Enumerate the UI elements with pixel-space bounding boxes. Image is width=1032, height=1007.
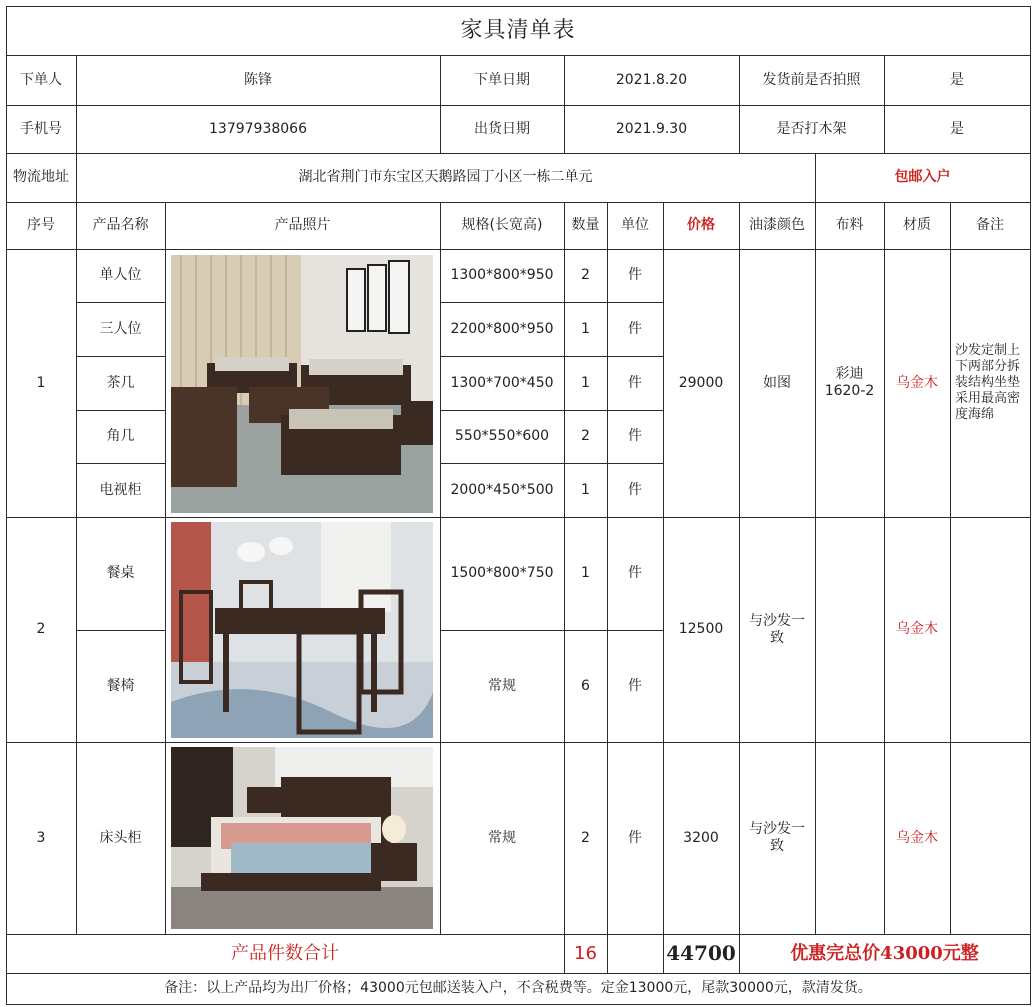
group-3-index: 3 <box>36 829 46 846</box>
item-qty: 2 <box>581 267 590 283</box>
orderer-value: 陈锋 <box>244 71 272 88</box>
item-unit: 件 <box>628 481 642 498</box>
address-value: 湖北省荆门市东宝区天鹅路园丁小区一栋二单元 <box>298 169 593 185</box>
group-1-fabric: 彩迪 1620-2 <box>824 366 875 399</box>
group-1-paint: 如图 <box>763 374 791 391</box>
item-unit: 件 <box>628 565 642 581</box>
item-spec: 2000*450*500 <box>450 481 554 498</box>
ship-date-label: 出货日期 <box>474 120 530 137</box>
item-qty: 1 <box>581 565 590 581</box>
grid-line <box>6 1004 1030 1005</box>
header-product-photo: 产品照片 <box>274 217 331 233</box>
header-product-name: 产品名称 <box>92 217 149 233</box>
group-3-material: 乌金木 <box>896 829 938 846</box>
item-unit: 件 <box>628 428 642 444</box>
grid-line <box>607 934 608 973</box>
item-spec: 常规 <box>488 677 516 694</box>
summary-label: 产品件数合计 <box>231 943 339 964</box>
group-2-price: 12500 <box>678 621 724 637</box>
group-1-index: 1 <box>36 374 46 391</box>
ship-date-value: 2021.9.30 <box>615 120 688 137</box>
item-qty: 1 <box>581 481 590 498</box>
item-unit: 件 <box>628 374 642 391</box>
item-spec: 1300*800*950 <box>450 267 554 283</box>
photo-before-ship-label: 发货前是否拍照 <box>762 71 861 88</box>
header-spec: 规格(长宽高) <box>461 217 543 233</box>
shipping-note: 包邮入户 <box>894 169 951 185</box>
item-spec: 1300*700*450 <box>450 374 554 391</box>
item-unit: 件 <box>628 677 642 694</box>
header-remark: 备注 <box>976 217 1004 233</box>
dining-table-chairs-photo <box>171 522 433 738</box>
photo-before-ship-value: 是 <box>950 71 964 88</box>
group-1-price: 29000 <box>678 374 724 391</box>
header-paint-color: 油漆颜色 <box>749 217 805 233</box>
footer-note: 备注：以上产品均为出厂价格；43000元包邮送装入户，不含税费等。定金13000元，尾款30000元，款清发货。 <box>164 980 872 996</box>
summary-total-price: 44700 <box>666 941 736 965</box>
item-name: 餐椅 <box>106 677 135 694</box>
item-name: 角几 <box>106 428 135 444</box>
address-label: 物流地址 <box>13 169 69 185</box>
orderer-label: 下单人 <box>20 71 62 88</box>
group-3-fabric <box>815 742 884 934</box>
item-name: 床头柜 <box>99 829 142 846</box>
bedroom-bed-nightstand-photo <box>171 747 433 929</box>
header-index: 序号 <box>27 217 55 233</box>
group-2-remark <box>950 517 1030 742</box>
group-3-remark <box>950 742 1030 934</box>
living-room-sofa-set-photo <box>171 255 433 513</box>
header-price: 价格 <box>687 217 715 233</box>
item-unit: 件 <box>628 829 642 846</box>
header-fabric: 布料 <box>835 217 864 233</box>
item-spec: 550*550*600 <box>454 428 550 444</box>
order-date-value: 2021.8.20 <box>615 71 688 88</box>
item-qty: 6 <box>581 677 590 694</box>
group-3-paint: 与沙发一致 <box>749 821 805 854</box>
grid-line <box>165 202 166 934</box>
item-name: 单人位 <box>99 267 142 283</box>
item-qty: 1 <box>581 320 590 337</box>
grid-line <box>1030 6 1031 1005</box>
wood-frame-label: 是否打木架 <box>776 120 847 137</box>
summary-discount: 优惠完总价43000元整 <box>790 943 979 964</box>
item-qty: 2 <box>581 829 590 846</box>
group-2-fabric <box>815 517 884 742</box>
header-material: 材质 <box>903 217 931 233</box>
header-qty: 数量 <box>571 217 600 233</box>
item-name: 电视柜 <box>99 481 142 498</box>
group-2-index: 2 <box>36 621 46 637</box>
item-spec: 1500*800*750 <box>450 565 554 581</box>
summary-total-qty: 16 <box>574 943 597 964</box>
item-unit: 件 <box>628 320 642 337</box>
item-spec: 2200*800*950 <box>450 320 554 337</box>
group-1-remark: 沙发定制上下两部分拆装结构坐垫采用最高密度海绵 <box>955 343 1021 422</box>
phone-value: 13797938066 <box>209 120 307 137</box>
item-name: 茶几 <box>106 374 135 391</box>
item-qty: 2 <box>581 428 590 444</box>
header-unit: 单位 <box>621 217 649 233</box>
group-3-price: 3200 <box>683 829 719 846</box>
item-qty: 1 <box>581 374 590 391</box>
group-2-material: 乌金木 <box>896 621 938 637</box>
item-name: 餐桌 <box>106 565 135 581</box>
phone-label: 手机号 <box>20 120 62 137</box>
item-unit: 件 <box>628 267 642 283</box>
order-date-label: 下单日期 <box>474 71 530 88</box>
group-1-material: 乌金木 <box>896 374 938 391</box>
item-name: 三人位 <box>99 320 142 337</box>
sheet-title: 家具清单表 <box>460 18 576 43</box>
wood-frame-value: 是 <box>950 120 964 137</box>
group-2-paint: 与沙发一致 <box>749 612 805 646</box>
item-spec: 常规 <box>488 829 516 846</box>
